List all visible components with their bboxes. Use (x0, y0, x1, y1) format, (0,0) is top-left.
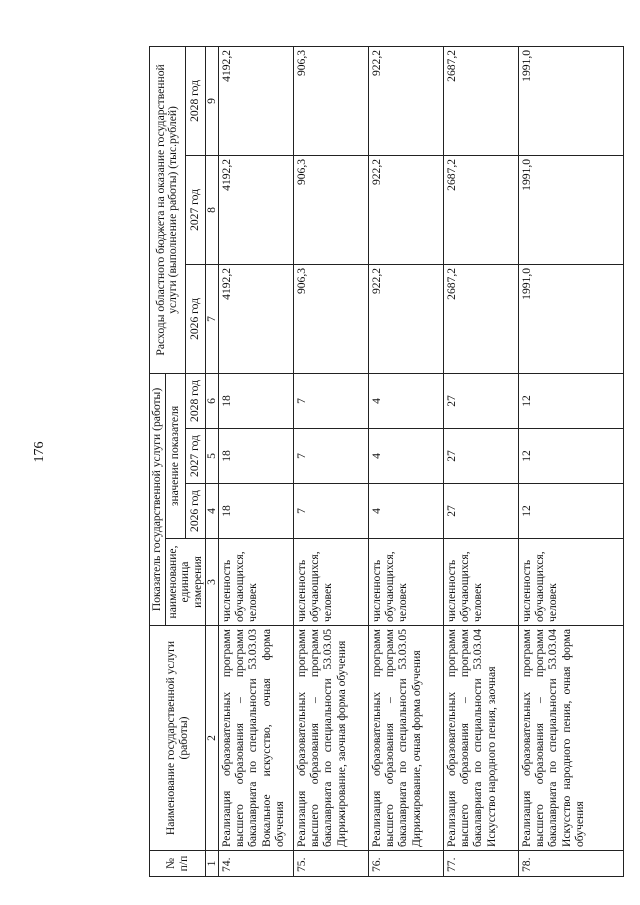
column-number: 6 (206, 373, 219, 428)
value-2026: 27 (444, 484, 519, 539)
table-row (294, 46, 369, 876)
column-numbers-row (206, 46, 219, 876)
value-2026: 18 (219, 484, 294, 539)
expense-2026: 906,3 (294, 264, 369, 373)
expense-2028: 2687,2 (444, 46, 519, 155)
header-unit: наименование, единица измерения (165, 539, 206, 626)
header-indicator-group: Показатель государственной услуги (работы) (150, 373, 166, 625)
value-2028: 18 (219, 373, 294, 428)
expense-2028: 906,3 (294, 46, 369, 155)
value-2026: 12 (519, 484, 624, 539)
expense-2026: 1991,0 (519, 264, 624, 373)
expense-2027: 906,3 (294, 155, 369, 264)
expense-2027: 1991,0 (519, 155, 624, 264)
row-number: 74. (219, 851, 294, 877)
rotated-table-wrapper (149, 47, 639, 877)
value-2028: 7 (294, 373, 369, 428)
table-body (219, 46, 624, 876)
column-number: 1 (206, 851, 219, 877)
page-number: 176 (32, 441, 47, 463)
unit-name: численность обучающихся, человек (519, 539, 624, 626)
table-row (519, 46, 624, 876)
expense-2027: 4192,2 (219, 155, 294, 264)
expense-2026: 922,2 (369, 264, 444, 373)
column-number: 2 (206, 626, 219, 851)
unit-name: численность обучающихся, человек (219, 539, 294, 626)
row-number: 76. (369, 851, 444, 877)
header-expense-year-2027: 2027 год (185, 155, 205, 264)
table-row (369, 46, 444, 876)
header-year-2026: 2026 год (185, 484, 205, 539)
table-row (444, 46, 519, 876)
column-number: 8 (206, 155, 219, 264)
table-header (150, 46, 219, 876)
header-year-2028: 2028 год (185, 373, 205, 428)
expense-2028: 922,2 (369, 46, 444, 155)
services-table (149, 46, 624, 877)
unit-name: численность обучающихся, человек (294, 539, 369, 626)
header-service-name: Наименование государственной услуги (работы) (150, 626, 206, 851)
expense-2028: 1991,0 (519, 46, 624, 155)
expense-2028: 4192,2 (219, 46, 294, 155)
expense-2026: 2687,2 (444, 264, 519, 373)
table-row (219, 46, 294, 876)
unit-name: численность обучающихся, человек (444, 539, 519, 626)
unit-name: численность обучающихся, человек (369, 539, 444, 626)
value-2028: 12 (519, 373, 624, 428)
row-number: 77. (444, 851, 519, 877)
column-number: 3 (206, 539, 219, 626)
header-expenses-group: Расходы областного бюджета на оказание государственной услуги (выполнение работы) (тыс.рублей) (150, 46, 186, 373)
value-2027: 7 (294, 429, 369, 484)
column-number: 5 (206, 429, 219, 484)
service-name: Реализация образовательных программ высшего образования – программ бакалавриата по специальности 53.03.03 Вокальное искусство, очная форма обучения (219, 626, 294, 851)
header-year-2027: 2027 год (185, 429, 205, 484)
row-number: 75. (294, 851, 369, 877)
value-2028: 4 (369, 373, 444, 428)
value-2028: 27 (444, 373, 519, 428)
service-name: Реализация образовательных программ высшего образования – программ бакалавриата по специальности 53.03.05 Дирижирование, заочная форма обучения (294, 626, 369, 851)
value-2026: 4 (369, 484, 444, 539)
column-number: 4 (206, 484, 219, 539)
value-2027: 18 (219, 429, 294, 484)
service-name: Реализация образовательных программ высшего образования – программ бакалавриата по специальности 53.03.04 Искусство народного пения, заочная (444, 626, 519, 851)
expense-2027: 2687,2 (444, 155, 519, 264)
header-num: № п/п (150, 851, 206, 877)
header-value-group: значение показателя (165, 373, 185, 538)
column-number: 7 (206, 264, 219, 373)
value-2027: 27 (444, 429, 519, 484)
row-number: 78. (519, 851, 624, 877)
service-name: Реализация образовательных программ высшего образования – программ бакалавриата по специальности 53.03.04 Искусство народного пения, очная форма обучения (519, 626, 624, 851)
column-number: 9 (206, 46, 219, 155)
header-expense-year-2026: 2026 год (185, 264, 205, 373)
value-2027: 4 (369, 429, 444, 484)
expense-2026: 4192,2 (219, 264, 294, 373)
service-name: Реализация образовательных программ высшего образования – программ бакалавриата по специальности 53.03.05 Дирижирование, очная форма обучения (369, 626, 444, 851)
value-2026: 7 (294, 484, 369, 539)
value-2027: 12 (519, 429, 624, 484)
expense-2027: 922,2 (369, 155, 444, 264)
header-expense-year-2028: 2028 год (185, 46, 205, 155)
